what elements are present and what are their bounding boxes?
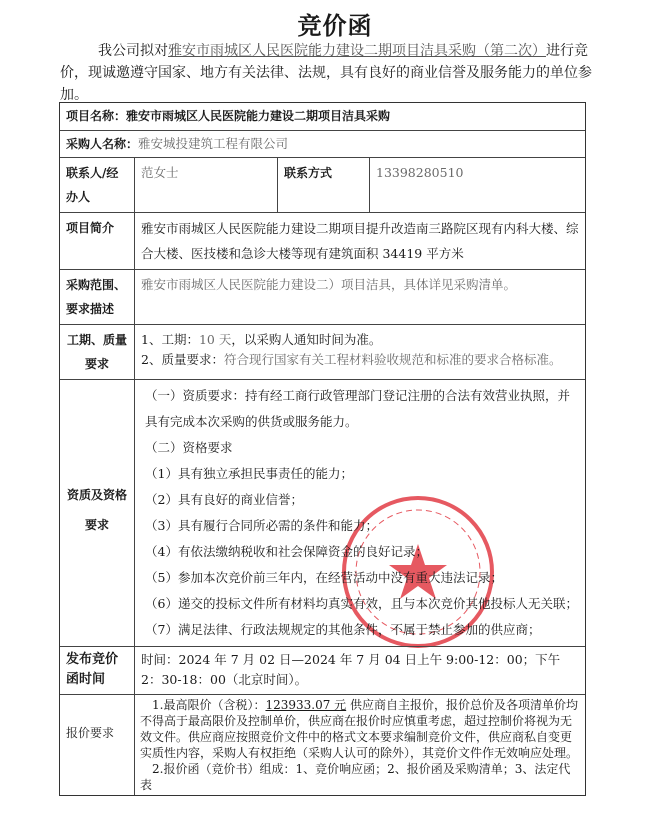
buyer-label: 采购人名称： <box>66 137 139 151</box>
qual-label: 资质及资格要求 <box>60 380 135 646</box>
time-value: 时间：2024 年 7 月 02 日—2024 年 7 月 04 日上午 9:00-12：00；下午 2：30-18：00（北京时间）。 <box>141 652 561 687</box>
intro-project: 雅安市雨城区人民医院能力建设二期项目洁具采购（第二次） <box>168 43 546 59</box>
row-time <box>60 647 585 695</box>
quote-1-prefix: 1.最高限价（含税）： <box>152 698 266 712</box>
quote-1-rest: 供应商自主报价，报价总价及各项清单价均不得高于最高限价及控制单价，供应商在报价时应慎重考虑，超过控制价将视为无效文件。供应商应按照竞价文件中的格式文本要求编制竞价文件，供应商私自变更实质性内容，采购人有权拒绝（采购人认可的除外），其竞价文件作无效响应处理。 <box>140 698 579 760</box>
max-price: 123933.07 元 <box>265 698 347 712</box>
qual-item: （6）递交的投标文件所有材料均真实有效，且与本次竞价其他投标人无关联； <box>145 596 578 611</box>
scope-label: 采购范围、要求描述 <box>60 270 135 324</box>
phone-label: 联系方式 <box>278 158 370 212</box>
period-1-suffix: ，以采购人通知时间为准。 <box>231 332 382 347</box>
period-2-value: 符合现行国家有关工程材料验收规范和标准的要求合格标准。 <box>223 352 562 367</box>
qual-item: （1）具有独立承担民事责任的能力； <box>145 466 353 481</box>
row-period <box>60 325 585 380</box>
scope-value: 雅安市雨城区人民医院能力建设二）项目洁具，具体详见采购清单。 <box>141 277 517 292</box>
buyer-value: 雅安城投建筑工程有限公司 <box>138 136 289 151</box>
quote-2: 2.报价函（竞价书）组成：1、竞价响应函；2、报价函及采购清单；3、法定代表 <box>140 762 571 792</box>
quote-label: 报价要求 <box>60 695 135 795</box>
quote-value <box>135 695 585 795</box>
row-quote <box>60 695 585 795</box>
period-2: 2、质量要求： <box>141 352 224 367</box>
contact-value: 范女士 <box>135 158 278 212</box>
intro-suffix: 进行竞价，现诚邀遵守国家、地方有关法律、法规，具有良好的商业信誉及服务能力的单位参加。 <box>60 43 592 103</box>
qual-item: （二）资格要求 <box>145 440 233 455</box>
row-intro <box>60 213 585 270</box>
phone-value: 13398280510 <box>376 165 464 180</box>
qual-item: （一）资质要求：持有经工商行政管理部门登记注册的合法有效营业执照，并具有完成本次采购的供货或服务能力。 <box>145 388 571 429</box>
document-title: 竞价函 <box>297 11 373 40</box>
qual-list <box>135 380 585 646</box>
period-1: 1、工期： <box>141 332 199 347</box>
bid-table <box>59 102 586 796</box>
qual-item: （3）具有履行合同所必需的条件和能力； <box>145 518 378 533</box>
qual-item: （4）有依法缴纳税收和社会保障资金的良好记录； <box>145 544 428 559</box>
row-scope <box>60 270 585 325</box>
intro-paragraph <box>60 40 600 106</box>
qual-item: （7）满足法律、行政法规规定的其他条件，不属于禁止参加的供应商； <box>145 622 541 637</box>
row-contact <box>60 158 585 213</box>
project-name: 项目名称：雅安市雨城区人民医院能力建设二期项目洁具采购 <box>66 109 391 123</box>
period-1-value: 10 天 <box>198 332 232 347</box>
intro-value: 雅安市雨城区人民医院能力建设二期项目提升改造南三路院区现有内科大楼、综合大楼、医技楼和急诊大楼等现有建筑面积 34419 平方米 <box>141 221 579 261</box>
time-label: 发布竞价函时间 <box>60 647 135 694</box>
intro-label: 项目简介 <box>60 213 135 269</box>
qual-item: （2）具有良好的商业信誉； <box>145 492 303 507</box>
intro-prefix: 我公司拟对 <box>98 43 168 59</box>
row-qualification <box>60 380 585 647</box>
period-label: 工期、质量要求 <box>60 325 135 379</box>
row-buyer <box>60 131 585 158</box>
row-project-name <box>60 103 585 131</box>
qual-item: （5）参加本次竞价前三年内，在经营活动中没有重大违法记录； <box>145 570 503 585</box>
contact-label: 联系人/经办人 <box>60 158 135 212</box>
